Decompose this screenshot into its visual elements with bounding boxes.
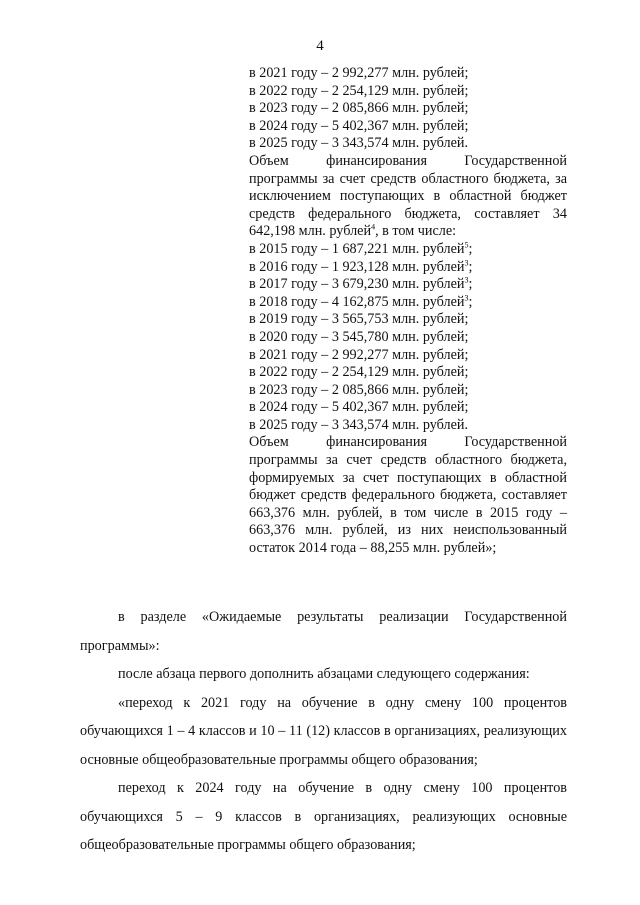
- funding-line: в 2020 году – 3 545,780 млн. рублей;: [249, 328, 469, 345]
- funding-column: [249, 65, 567, 558]
- funding-line: в 2022 году – 2 254,129 млн. рублей;: [249, 82, 469, 99]
- funding-line: в 2025 году – 3 343,574 млн. рублей.: [249, 135, 469, 152]
- funding-line: в 2017 году – 3 679,230 млн. рублей$^3$;: [249, 275, 473, 293]
- funding-line: в 2024 году – 5 402,367 млн. рублей;: [249, 399, 469, 416]
- funding-list-total: [249, 65, 567, 153]
- funding-line: в 2021 году – 2 992,277 млн. рублей;: [249, 346, 469, 363]
- funding-line: в 2025 году – 3 343,574 млн. рублей.: [249, 416, 469, 433]
- document-body: [80, 603, 567, 860]
- funding-list-regional: [249, 241, 567, 435]
- funding-line: в 2015 году – 1 687,221 млн. рублей$^5$;: [249, 240, 473, 257]
- regional-funding-tail: , в том числе:: [375, 223, 457, 240]
- footnote-marker: 3: [464, 275, 469, 285]
- regional-funding-paragraph: [249, 153, 567, 241]
- result-paragraph: «переход к 2021 году на обучение в одну смену 100 процентов обучающихся 1 – 4 классов и 10 – 11 (12) классов в организациях, реализующих основные общеобразовательные программы общего образования;: [80, 694, 567, 768]
- result-paragraph: переход к 2024 году на обучение в одну смену 100 процентов обучающихся 5 – 9 классов в организациях, реализующих основные общеобразовательные программы общего образования;: [80, 780, 567, 853]
- footnote-marker: 5: [464, 240, 469, 250]
- funding-line: в 2022 году – 2 254,129 млн. рублей;: [249, 364, 469, 381]
- funding-line: в 2021 году – 2 992,277 млн. рублей;: [249, 65, 469, 81]
- regional-funding-text: Объем финансирования Государственной программы за счет средств областного бюджета, за исключением поступающих в областной бюджет средств федерального бюджета, составляет 34 642,198 млн. рублей: [249, 152, 567, 240]
- footnote-marker: 3: [464, 292, 469, 302]
- page-number: 4: [316, 38, 324, 54]
- funding-line: в 2024 году – 5 402,367 млн. рублей;: [249, 117, 469, 134]
- funding-line: в 2023 году – 2 085,866 млн. рублей;: [249, 381, 469, 398]
- federal-funding-paragraph: Объем финансирования Государственной программы за счет средств областного бюджета, формируемых за счет поступающих в областной бюджет средств федерального бюджета, составляет 663,376 млн. рублей, в том числе в 2015 году – 663,376 млн. рублей, из них неиспользованный остаток 2014 года – 88,255 млн. рублей»;: [249, 434, 567, 557]
- funding-line: в 2019 году – 3 565,753 млн. рублей;: [249, 311, 469, 328]
- instruction-paragraph: после абзаца первого дополнить абзацами следующего содержания:: [118, 666, 530, 682]
- funding-line: в 2023 году – 2 085,866 млн. рублей;: [249, 100, 469, 117]
- funding-line: в 2018 году – 4 162,875 млн. рублей$^3$;: [249, 292, 473, 310]
- funding-line: в 2016 году – 1 923,128 млн. рублей$^3$;: [249, 257, 473, 275]
- footnote-marker: 3: [464, 257, 469, 267]
- footnote-marker: 4: [371, 222, 376, 232]
- section-paragraph: в разделе «Ожидаемые результаты реализации Государственной программы»:: [80, 609, 567, 654]
